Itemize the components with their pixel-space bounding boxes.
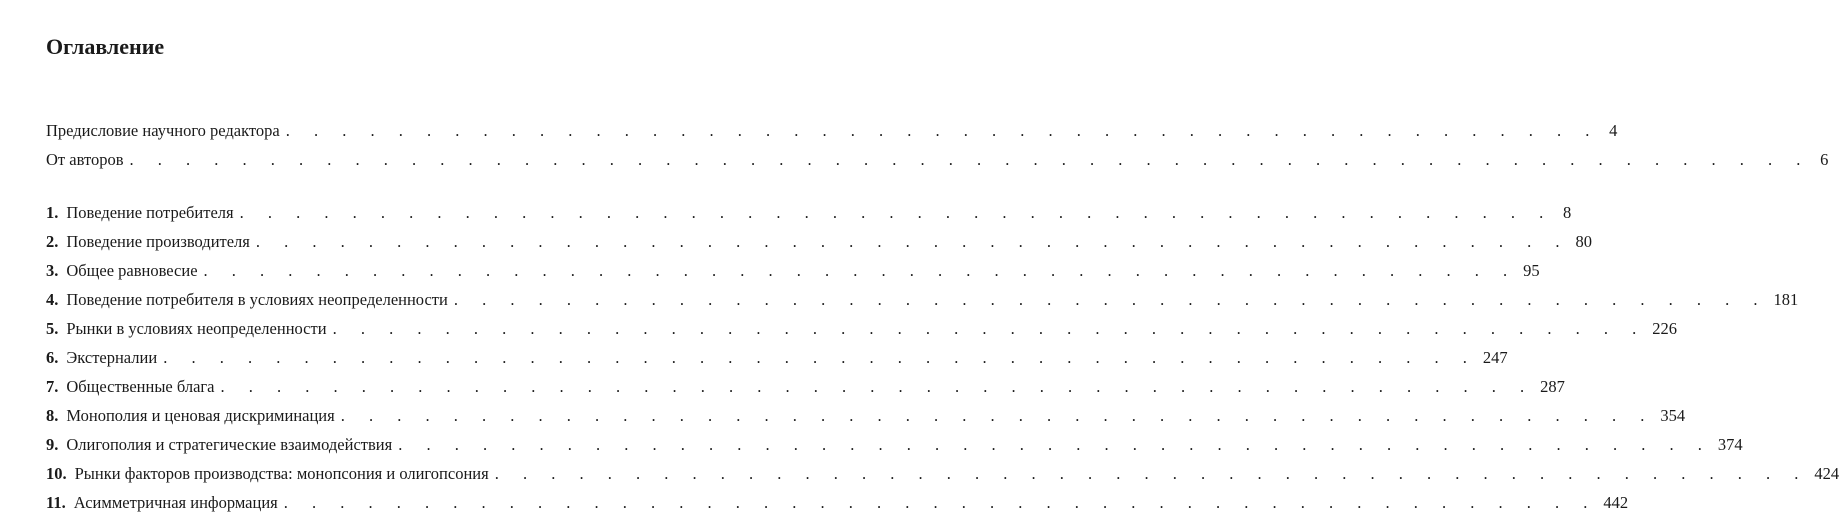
chapter-number: 1. <box>46 203 59 222</box>
toc-entry-label: Рынки в условиях неопределенности <box>66 319 327 338</box>
chapter-number: 9. <box>46 435 59 454</box>
toc-entry-label: Поведение потребителя в условиях неопределенности <box>66 290 448 309</box>
toc-entry-chapter-5[interactable] <box>46 314 1677 343</box>
toc-entry-chapter-10[interactable] <box>46 459 1839 488</box>
dot-leader: . . . . . . . . . . . . . . . . . . . . . . . . . . . . . . . . . . . . . . . . . . . . . . . <box>220 377 1535 396</box>
toc-entry-chapter-8[interactable] <box>46 401 1686 430</box>
toc-entry-page: 374 <box>1717 435 1743 454</box>
toc-entry-page: 424 <box>1814 464 1839 483</box>
page-title: Оглавление <box>46 34 165 59</box>
toc-entry-label: Рынки факторов производства: монопсония и олигопсония <box>74 464 489 483</box>
chapter-number: 5. <box>46 319 59 338</box>
toc-entry-page: 6 <box>1820 150 1829 169</box>
toc-entry-page: 226 <box>1652 319 1677 338</box>
toc-entry-label: Асимметричная информация <box>73 493 278 512</box>
toc-entry-preface[interactable] <box>46 116 1618 145</box>
dot-leader: . . . . . . . . . . . . . . . . . . . . . . . . . . . . . . . . . . . . . . . . . . . . . . . . . . . . . . . . . . . . <box>129 150 1811 169</box>
toc-entry-page: 4 <box>1609 121 1618 140</box>
toc-entry-label: Экстерналии <box>66 348 158 367</box>
chapter-number: 3. <box>46 261 59 280</box>
toc-entry-label: Поведение производителя <box>66 232 250 251</box>
toc-entry-page: 442 <box>1603 493 1629 512</box>
toc-entry-page: 247 <box>1482 348 1508 367</box>
dot-leader: . . . . . . . . . . . . . . . . . . . . . . . . . . . . . . . . . . . . . . . . . . . . . . . <box>332 319 1647 338</box>
dot-leader: . . . . . . . . . . . . . . . . . . . . . . . . . . . . . . . . . . . . . . . . . . . . . . . <box>398 435 1712 454</box>
toc-entry-page: 354 <box>1660 406 1686 425</box>
toc-entry-page: 80 <box>1575 232 1593 251</box>
toc-entry-label: От авторов <box>46 150 124 169</box>
dot-leader: . . . . . . . . . . . . . . . . . . . . . . . . . . . . . . . . . . . . . . . . . . . . . . . <box>340 406 1655 425</box>
chapter-number: 10. <box>46 464 67 483</box>
dot-leader: . . . . . . . . . . . . . . . . . . . . . . . . . . . . . . . . . . . . . . . . . . . . . . . <box>285 121 1600 140</box>
toc-list <box>46 116 1839 517</box>
toc-entry-label: Олигополия и стратегические взаимодействия <box>66 435 393 454</box>
dot-leader: . . . . . . . . . . . . . . . . . . . . . . . . . . . . . . . . . . . . . . . . . . . . . . . <box>203 261 1518 280</box>
toc-entry-from-authors[interactable] <box>46 145 1829 174</box>
toc-entry-chapter-2[interactable] <box>46 227 1593 256</box>
chapter-number: 4. <box>46 290 59 309</box>
chapter-number: 8. <box>46 406 59 425</box>
chapter-number: 2. <box>46 232 59 251</box>
toc-entry-label: Предисловие научного редактора <box>46 121 280 140</box>
dot-leader: . . . . . . . . . . . . . . . . . . . . . . . . . . . . . . . . . . . . . . . . . . . . . . . <box>239 203 1554 222</box>
toc-entry-chapter-6[interactable] <box>46 343 1508 372</box>
toc-entry-chapter-4[interactable] <box>46 285 1799 314</box>
dot-leader: . . . . . . . . . . . . . . . . . . . . . . . . . . . . . . . . . . . . . . . . . . . . . . . <box>163 348 1477 367</box>
chapter-number: 7. <box>46 377 59 396</box>
toc-entry-page: 8 <box>1562 203 1572 222</box>
toc-entry-page: 287 <box>1540 377 1565 396</box>
toc-entry-chapter-11[interactable] <box>46 488 1629 517</box>
dot-leader: . . . . . . . . . . . . . . . . . . . . . . . . . . . . . . . . . . . . . . . . . . . . . . . <box>283 493 1598 512</box>
toc-entry-label: Общественные блага <box>66 377 215 396</box>
toc-entry-chapter-7[interactable] <box>46 372 1565 401</box>
toc-entry-label: Монополия и ценовая дискриминация <box>66 406 335 425</box>
chapter-number: 6. <box>46 348 59 367</box>
dot-leader: . . . . . . . . . . . . . . . . . . . . . . . . . . . . . . . . . . . . . . . . . . . . . . . <box>494 464 1809 483</box>
dot-leader: . . . . . . . . . . . . . . . . . . . . . . . . . . . . . . . . . . . . . . . . . . . . . . . <box>453 290 1768 309</box>
toc-entry-chapter-9[interactable] <box>46 430 1743 459</box>
toc-entry-label: Поведение потребителя <box>66 203 234 222</box>
toc-entry-chapter-1[interactable] <box>46 198 1572 227</box>
toc-entry-page: 95 <box>1523 261 1540 280</box>
chapter-number: 11. <box>46 493 66 512</box>
toc-entry-label: Общее равновесие <box>66 261 198 280</box>
toc-entry-page: 181 <box>1773 290 1799 309</box>
toc-entry-chapter-3[interactable] <box>46 256 1540 285</box>
dot-leader: . . . . . . . . . . . . . . . . . . . . . . . . . . . . . . . . . . . . . . . . . . . . . . . <box>255 232 1570 251</box>
